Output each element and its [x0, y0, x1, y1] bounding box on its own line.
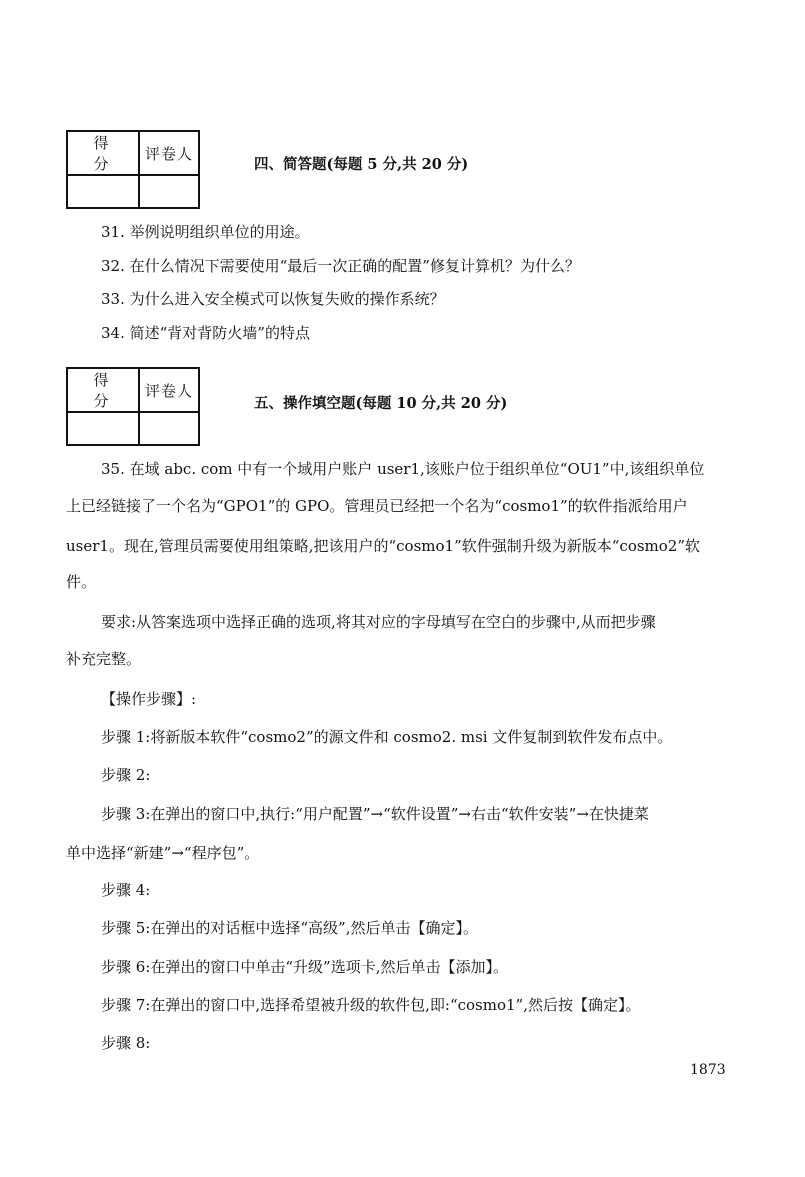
question-35-line: 件。 [66, 573, 97, 591]
question-35-line: user1。现在,管理员需要使用组策略,把该用户的“cosmo1”软件强制升级为新版本“cosmo2”软 [66, 537, 701, 555]
question-34: 34. 简述“背对背防火墙”的特点 [101, 324, 310, 342]
step-line: 步骤 4: [101, 881, 151, 899]
score-table-section5 [66, 367, 200, 446]
question-33: 33. 为什么进入安全模式可以恢复失败的操作系统？ [101, 290, 445, 308]
step-line: 单中选择“新建”→“程序包”。 [66, 844, 260, 862]
score-header: 得 分 [67, 368, 139, 412]
step-line: 步骤 8: [101, 1034, 151, 1052]
question-35-line: 35. 在域 abc. com 中有一个域用户账户 user1,该账户位于组织单位“OU1”中,该组织单位 [101, 460, 705, 478]
section4-title: 四、简答题(每题 5 分,共 20 分) [254, 156, 469, 173]
grader-header: 评卷人 [139, 131, 199, 175]
steps-header: 【操作步骤】: [101, 690, 197, 708]
score-cell [67, 175, 139, 208]
question-35-line: 上已经链接了一个名为“GPO1”的 GPO。管理员已经把一个名为“cosmo1”的软件指派给用户 [66, 497, 688, 515]
score-header: 得 分 [67, 131, 139, 175]
step-line: 步骤 5:在弹出的对话框中选择“高级”,然后单击【确定】。 [101, 919, 478, 937]
step-line: 步骤 1:将新版本软件“cosmo2”的源文件和 cosmo2. msi 文件复制到软件发布点中。 [101, 728, 673, 746]
grader-cell [139, 412, 199, 445]
step-line: 步骤 3:在弹出的窗口中,执行:“用户配置”→“软件设置”→右击“软件安装”→在快捷菜 [101, 805, 649, 823]
score-table-section4 [66, 130, 200, 209]
grader-cell [139, 175, 199, 208]
requirement-line: 补充完整。 [66, 650, 142, 668]
question-32: 32. 在什么情况下需要使用“最后一次正确的配置”修复计算机？为什么？ [101, 257, 580, 275]
section5-title: 五、操作填空题(每题 10 分,共 20 分) [254, 395, 508, 412]
page-number: 1873 [690, 1062, 726, 1078]
grader-header: 评卷人 [139, 368, 199, 412]
step-line: 步骤 2: [101, 766, 151, 784]
step-line: 步骤 6:在弹出的窗口中单击“升级”选项卡,然后单击【添加】。 [101, 958, 508, 976]
requirement-line: 要求:从答案选项中选择正确的选项,将其对应的字母填写在空白的步骤中,从而把步骤 [101, 613, 656, 631]
score-cell [67, 412, 139, 445]
question-31: 31. 举例说明组织单位的用途。 [101, 223, 310, 241]
step-line: 步骤 7:在弹出的窗口中,选择希望被升级的软件包,即:“cosmo1”,然后按【确定】。 [101, 996, 641, 1014]
